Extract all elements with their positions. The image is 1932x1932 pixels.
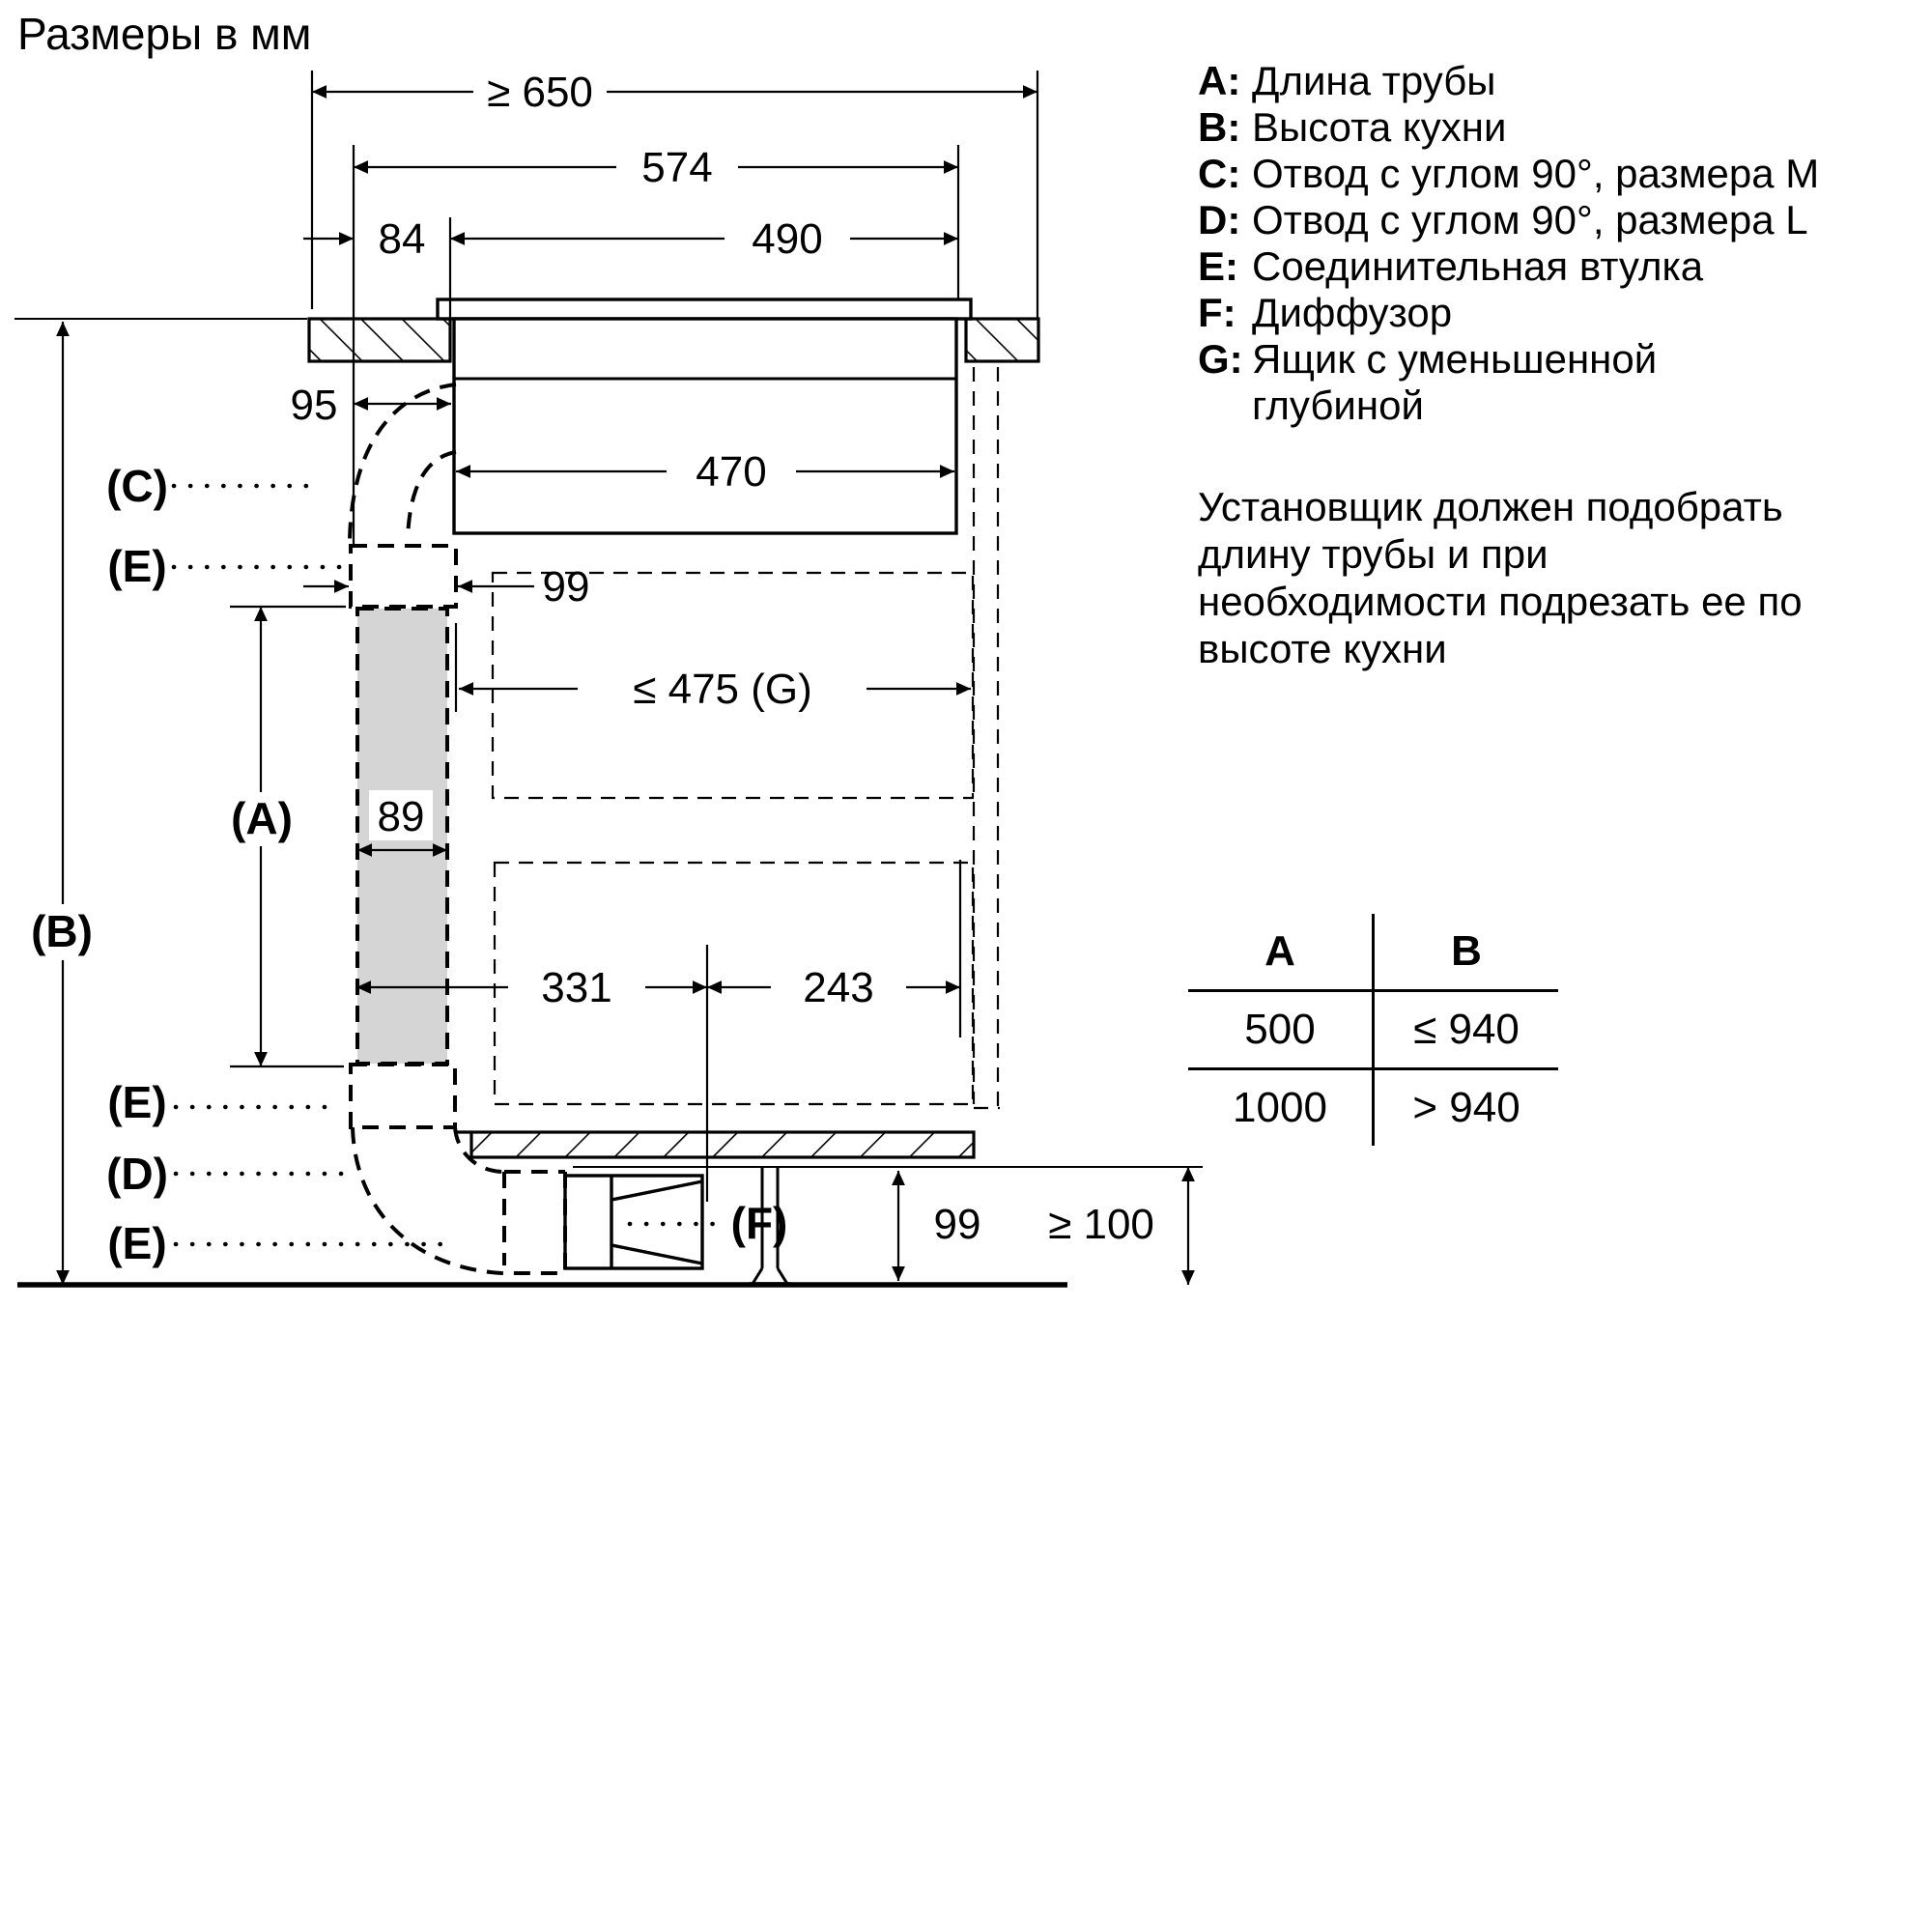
part-label-e2: (E) — [107, 1077, 167, 1127]
part-label-c: (C) — [106, 461, 168, 511]
part-label-e3: (E) — [107, 1218, 167, 1268]
dim-floor: ≥ 100 — [1048, 1201, 1154, 1248]
sleeve-bottom — [504, 1172, 565, 1272]
part-label-d: (D) — [106, 1149, 168, 1199]
part-label-f: (F) — [730, 1198, 788, 1248]
dim-rear-projection: 95 — [290, 382, 338, 429]
part-label-b: (B) — [31, 906, 93, 956]
legend — [1198, 58, 1819, 429]
dim-drawer: ≤ 475 (G) — [633, 666, 812, 713]
legend-item-f: F: Диффузор — [1198, 290, 1453, 335]
note-line: необходимости подрезать ее по — [1198, 579, 1803, 624]
note-line: Установщик должен подобрать — [1198, 484, 1783, 529]
installer-note — [1198, 483, 1803, 672]
legend-item-d: D: Отвод с углом 90°, размера L — [1198, 197, 1808, 242]
hob-glass — [438, 299, 971, 319]
legend-item-g-wrap: глубиной — [1252, 383, 1424, 428]
legend-item-c: C: Отвод с углом 90°, размера M — [1198, 151, 1820, 196]
part-label-e1: (E) — [107, 541, 167, 591]
countertop-right-block — [966, 319, 1038, 361]
part-label-a: (A) — [231, 793, 293, 843]
table-header-row — [1188, 914, 1558, 991]
page-title: Размеры в мм — [17, 9, 312, 59]
dim-cutout: 490 — [752, 215, 823, 263]
dim-duct: 89 — [377, 793, 425, 840]
legend-item-a: A: Длина трубы — [1198, 58, 1496, 103]
elbow-c — [350, 384, 456, 541]
diffuser — [565, 1176, 702, 1268]
plinth-board — [471, 1132, 974, 1157]
note-line: высоте кухни — [1198, 626, 1447, 671]
dim-clearance-top: ≥ 650 — [487, 69, 593, 116]
legend-item-g: G: Ящик с уменьшенной — [1198, 336, 1658, 382]
dim-rear-gap: 84 — [378, 215, 426, 263]
dim-plenum: 470 — [696, 448, 767, 496]
dim-plinth: 99 — [933, 1201, 981, 1248]
dim-rear: 243 — [803, 964, 874, 1011]
dim-connector: 99 — [542, 563, 590, 611]
table-row: 500 ≤ 940 — [1188, 991, 1558, 1069]
dimension-lines — [63, 71, 1188, 1285]
table-row: 1000 > 940 — [1188, 1069, 1558, 1147]
table-header-b: B — [1451, 927, 1482, 975]
dim-hob-total: 574 — [641, 144, 713, 191]
sleeve-top — [351, 546, 456, 607]
countertop-left-block — [309, 319, 450, 361]
hob-body — [454, 319, 956, 533]
legend-item-e: E: Соединительная втулка — [1198, 243, 1704, 289]
pipe-length-table — [1188, 914, 1558, 1146]
sleeve-mid — [351, 1065, 455, 1127]
legend-item-b: B: Высота кухни — [1198, 104, 1507, 150]
table-header-a: A — [1188, 914, 1374, 991]
dim-front: 331 — [541, 964, 612, 1011]
worktop-and-hob — [14, 299, 1203, 1285]
note-line: длину трубы и при — [1198, 531, 1548, 577]
